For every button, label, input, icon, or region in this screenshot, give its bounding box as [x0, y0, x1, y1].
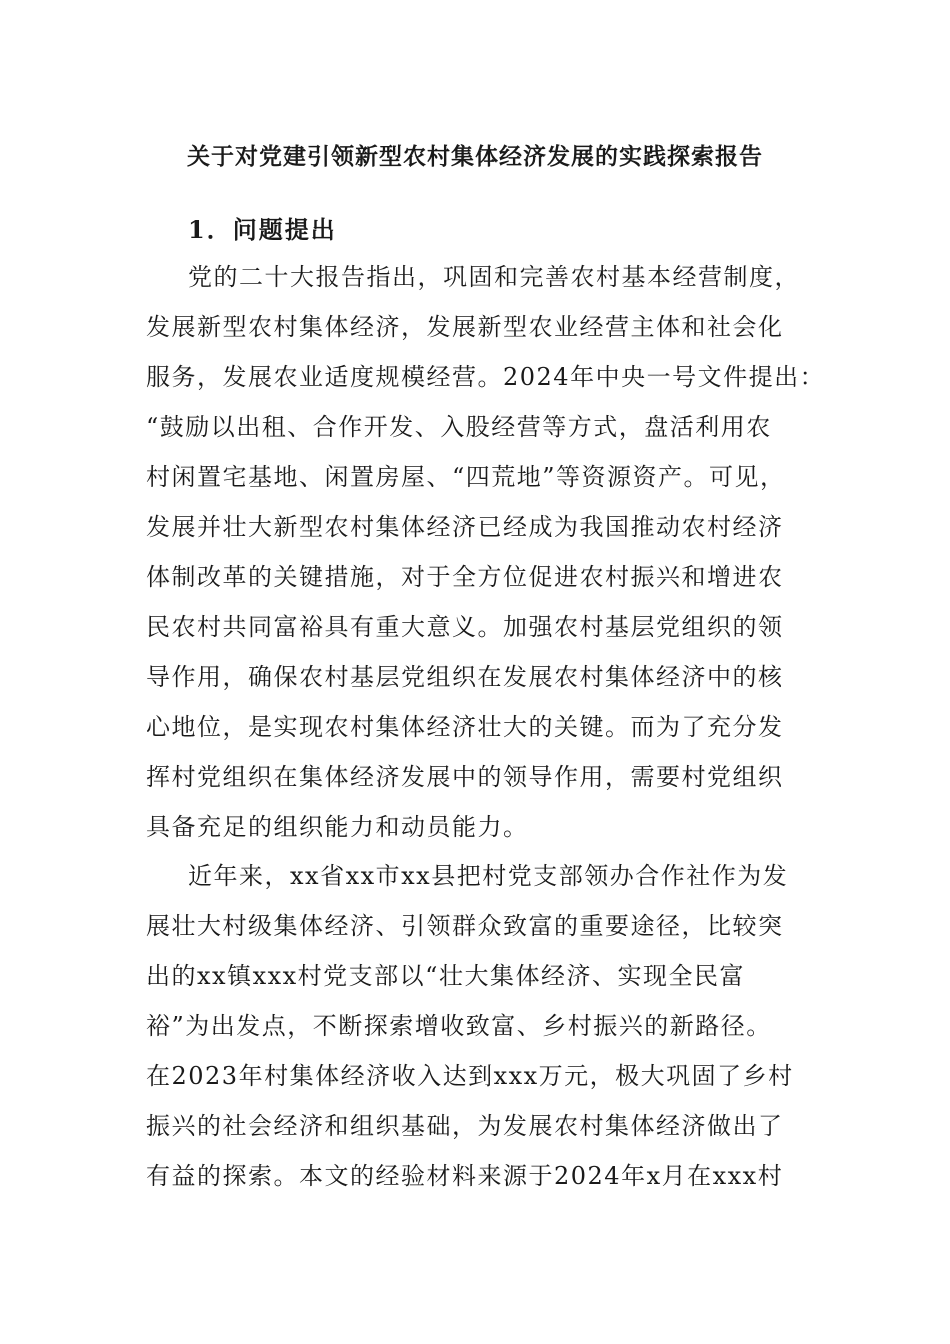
paragraph-line: 在2023年村集体经济收入达到xxx万元，极大巩固了乡村: [146, 1062, 794, 1090]
paragraph-line: 心地位，是实现农村集体经济壮大的关键。而为了充分发: [146, 713, 784, 741]
paragraph-line: 近年来，xx省xx市xx县把村党支部领办合作社作为发: [188, 862, 789, 890]
paragraph-line: 发展并壮大新型农村集体经济已经成为我国推动农村经济: [146, 513, 784, 541]
paragraph-line: 导作用，确保农村基层党组织在发展农村集体经济中的核: [146, 663, 784, 691]
paragraph-line: 有益的探索。本文的经验材料来源于2024年x月在xxx村: [146, 1162, 784, 1190]
paragraph-2: [146, 851, 806, 1201]
paragraph-line: 裕”为出发点，不断探索增收致富、乡村振兴的新路径。: [146, 1012, 772, 1040]
paragraph-line: 服务，发展农业适度规模经营。2024年中央一号文件提出：: [146, 363, 826, 391]
document-title: 关于对党建引领新型农村集体经济发展的实践探索报告: [187, 143, 763, 170]
paragraph-line: 具备充足的组织能力和动员能力。: [146, 813, 529, 841]
paragraph-1: [146, 252, 826, 852]
paragraph-line: 挥村党组织在集体经济发展中的领导作用，需要村党组织: [146, 763, 784, 791]
paragraph-line: 振兴的社会经济和组织基础，为发展农村集体经济做出了: [146, 1112, 784, 1140]
paragraph-line: 出的xx镇xxx村党支部以“壮大集体经济、实现全民富: [146, 962, 745, 990]
paragraph-line: 体制改革的关键措施，对于全方位促进农村振兴和增进农: [146, 563, 784, 591]
paragraph-line: “鼓励以出租、合作开发、入股经营等方式，盘活利用农: [146, 413, 772, 441]
section-heading: 1．问题提出: [188, 215, 337, 244]
paragraph-line: 民农村共同富裕具有重大意义。加强农村基层党组织的领: [146, 613, 784, 641]
paragraph-line: 党的二十大报告指出，巩固和完善农村基本经营制度，: [188, 263, 800, 291]
paragraph-line: 发展新型农村集体经济，发展新型农业经营主体和社会化: [146, 313, 784, 341]
paragraph-line: 展壮大村级集体经济、引领群众致富的重要途径，比较突: [146, 912, 784, 940]
paragraph-line: 村闲置宅基地、闲置房屋、“四荒地”等资源资产。可见，: [146, 463, 786, 491]
